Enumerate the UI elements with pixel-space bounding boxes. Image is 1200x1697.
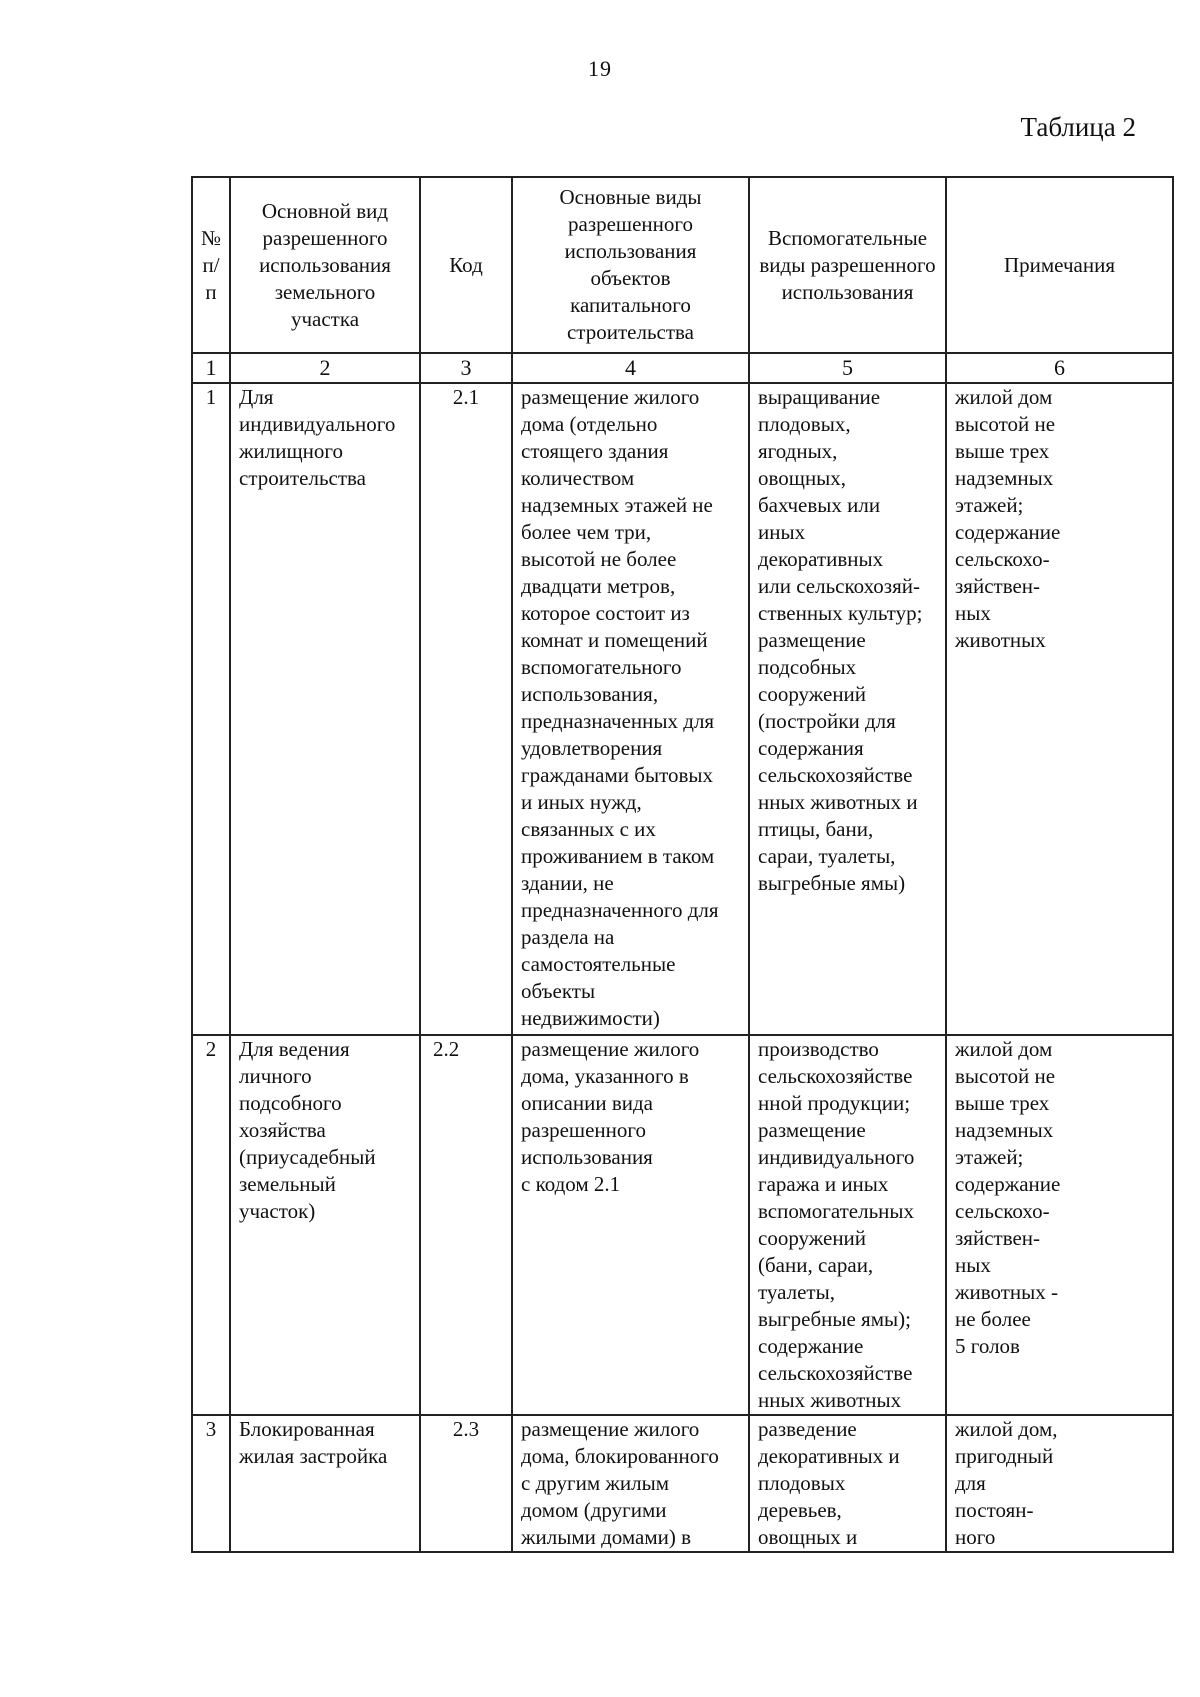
- main-uses-cell: [512, 1035, 749, 1415]
- column-number: 5: [749, 353, 946, 383]
- column-number: 6: [946, 353, 1173, 383]
- column-number: 3: [420, 353, 512, 383]
- main-uses-cell: [512, 1415, 749, 1552]
- main-uses-text: размещение жилого дома, указанного в описании вида разрешенного использования с кодом 2.1: [521, 1037, 700, 1196]
- header-main-uses-text: Основные виды разрешенного использования объектов капитального строительства: [559, 185, 702, 344]
- notes-text: жилой дом высотой не выше трех надземных этажей; содержание сельскохо- зяйствен- ных животных: [955, 385, 1061, 652]
- notes-cell: [946, 1415, 1173, 1552]
- row-number: 1: [192, 383, 230, 1035]
- land-use-table: [191, 176, 1174, 1553]
- land-use-text: Для ведения личного подсобного хозяйства (приусадебный земельный участок): [239, 1037, 376, 1223]
- auxiliary-uses-text: производство сельскохозяйстве нной продукции; размещение индивидуального гаража и иных вспомогательных сооружений (бани, сараи, туалеты, выгребные ямы); содержание сельскохозяйстве нных животных: [758, 1037, 915, 1412]
- notes-cell: [946, 383, 1173, 1035]
- column-number: 2: [230, 353, 420, 383]
- notes-text: жилой дом высотой не выше трех надземных этажей; содержание сельскохо- зяйствен- ных животных - не более 5 голов: [955, 1037, 1061, 1358]
- auxiliary-uses-cell: [749, 383, 946, 1035]
- auxiliary-uses-text: выращивание плодовых, ягодных, овощных, бахчевых или иных декоративных или сельскохозяй- ственных культур; размещение подсобных сооружений (постройки для содержания сельскохозяйстве нных животных и птицы, бани, сараи, туалеты, выгребные ямы): [758, 385, 923, 895]
- land-use-text: Блокированная жилая застройка: [239, 1417, 388, 1468]
- main-uses-cell: [512, 383, 749, 1035]
- code-cell: 2.2: [420, 1035, 512, 1415]
- notes-cell: [946, 1035, 1173, 1415]
- page-number: 19: [588, 56, 612, 81]
- header-main-uses: [512, 177, 749, 353]
- land-use-cell: [230, 1415, 420, 1552]
- notes-text: жилой дом, пригодный для постоян- ного: [955, 1417, 1058, 1549]
- header-num: [192, 177, 230, 353]
- land-use-cell: [230, 1035, 420, 1415]
- column-number-row: [192, 353, 1173, 383]
- column-number: 1: [192, 353, 230, 383]
- table-row: [192, 1035, 1173, 1415]
- code-cell: 2.1: [420, 383, 512, 1035]
- header-notes: [946, 177, 1173, 353]
- header-land-use: [230, 177, 420, 353]
- main-uses-text: размещение жилого дома (отдельно стоящего здания количеством надземных этажей не более чем три, высотой не более двадцати метров, которое состоит из комнат и помещений вспомогательного использования, предназначенных для удовлетворения гражданами бытовых и иных нужд, связанных с их проживанием в таком здании, не предназначенного для раздела на самостоятельные объекты недвижимости): [521, 385, 719, 1030]
- main-uses-text: размещение жилого дома, блокированного с другим жилым домом (другими жилыми домами) в: [521, 1417, 719, 1549]
- column-number: 4: [512, 353, 749, 383]
- land-use-text: Для индивидуального жилищного строительства: [239, 385, 396, 490]
- header-auxiliary-uses-text: Вспомогательные виды разрешенного использования: [759, 225, 936, 304]
- table-header-row: [192, 177, 1173, 353]
- auxiliary-uses-text: разведение декоративных и плодовых деревьев, овощных и: [758, 1417, 900, 1549]
- header-notes-text: Примечания: [1003, 252, 1115, 277]
- auxiliary-uses-cell: [749, 1415, 946, 1552]
- header-num-text: № п/п: [200, 225, 222, 304]
- header-code: [420, 177, 512, 353]
- header-auxiliary-uses: [749, 177, 946, 353]
- table-caption: Таблица 2: [1020, 112, 1136, 142]
- header-code-text: Код: [449, 252, 483, 277]
- header-land-use-text: Основной вид разрешенного использования земельного участка: [259, 198, 391, 331]
- land-use-cell: [230, 383, 420, 1035]
- row-number: 2: [192, 1035, 230, 1415]
- row-number: 3: [192, 1415, 230, 1552]
- auxiliary-uses-cell: [749, 1035, 946, 1415]
- table-row: [192, 383, 1173, 1035]
- table-row: [192, 1415, 1173, 1552]
- code-cell: 2.3: [420, 1415, 512, 1552]
